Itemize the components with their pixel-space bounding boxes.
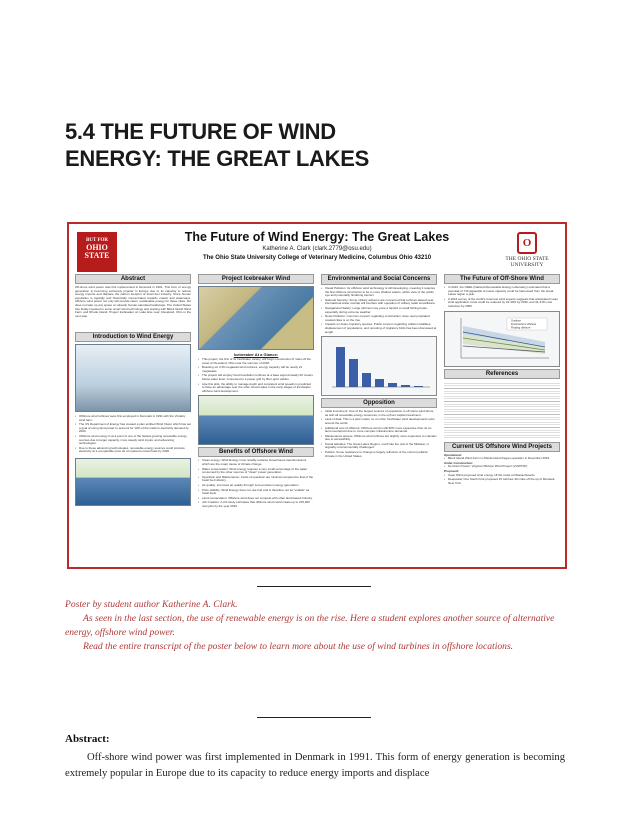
poster-project-title: Project Icebreaker Wind — [198, 274, 314, 284]
poster-author: Katherine A. Clark (clark.2779@osu.edu) — [262, 246, 372, 252]
glance-bullet: • This project, the first of its freshwater variety, will begin construction 8 miles off the coast of Cleveland, Ohio near the summer of 2018. — [198, 358, 314, 365]
current-line: Operational: — [444, 452, 462, 457]
benefit-bullet: • Land conservation: Offshore wind does not compete with other land-based industry. — [198, 497, 314, 501]
logo-main-line2: STATE — [84, 251, 110, 260]
opposition-bullet: • Maintenance access: Offshore wind turbines are slightly more expensive to maintain due to accessibility. — [321, 435, 437, 442]
benefit-bullet: • Clean energy: Wind Energy most notably reduces Greenhouse Gas Emissions which are the major cause of climate change. — [198, 459, 314, 466]
abstract-heading: Abstract: — [65, 733, 110, 745]
poster-caption — [65, 598, 565, 654]
poster-abstract-text: Off-shore wind power was first implemented in Denmark in 1991. This form of energy generation is becoming extremely popular in Europe due to its capacity to reduce energy imports and displace the carbon footprint of fossil fuel industry. Since human population is logically and historically concentrated towards coasts and waterways, offshore wind power not only will provide clean, sustainable energy for these cities, but does not take up any space on already human-saturated landscape. The United States has finally invested in some smart wind technology and starting with Block Island Wind Farm and Rhode Island. Project Icebreaker on Lake Erie near Cleveland, Ohio is the next step. — [75, 286, 191, 318]
current-line: Under Construction: — [444, 460, 474, 465]
legend-fixed: Fixed-bottom offshore — [511, 322, 537, 326]
glance-bullet: • Like this pilot, the ability to manage depth and consistent wind speeds is predicted to have an advantage over the other Great Lakes in the early stages of freshwater offshore wind development. — [198, 383, 314, 394]
chart-bar — [362, 373, 371, 387]
caption-line1: Poster by student author Katherine A. Clark. — [65, 599, 238, 610]
benefit-bullet: • Water conservation: Wind energy requires a very small percentage of the water consumed by the other sources of "clean" power generation. — [198, 468, 314, 475]
chart-bar — [401, 385, 410, 387]
osu-wordmark: THE OHIO STATE UNIVERSITY — [505, 256, 549, 268]
poster-title: The Future of Wind Energy: The Great Lakes — [184, 230, 450, 244]
chart-bar — [375, 379, 384, 387]
poster-column-3 — [321, 274, 437, 561]
intro-bullet: • The US Department of Energy has created a plan entitled Wind Vision which has set a goal of using wind power to account for 10% of the nation's electricity demand by 2020. — [75, 423, 191, 434]
opposition-bullet: • Lack of data: This is a pilot model, so no other freshwater wind developments exist around the world. — [321, 418, 437, 425]
bar-chart-svg — [322, 337, 436, 395]
caption-line2: As seen in the last section, the use of renewable energy is on the rise. Here a student explores another source of alternative energy, offshore wind power. — [65, 613, 555, 638]
env-bullet: • National Security: Some military advisors are concerned that turbines placed near international water overlap will interfere with operation of military radar surveillance. — [321, 299, 437, 306]
poster-image — [67, 222, 567, 569]
opposition-bullet: • Additional cost of offshore: Offshore wind is still 50% more expensive than its on-land counterpart due to more complex infrastructure demands. — [321, 427, 437, 434]
block-o-icon: O — [517, 232, 537, 254]
line-chart-svg — [445, 312, 559, 366]
current-line: • Cape Wind proposed wind energy off the coast of Massachusetts. — [444, 474, 560, 478]
foundation-diagram — [198, 395, 314, 445]
benefit-bullet: • Air quality: Improves air quality through zero-emission energy generation. — [198, 484, 314, 488]
section-heading — [65, 118, 565, 172]
intro-bullet: • Due to these advancing technologies, renewable energy sources could produce electricity at a comparable price as compared to fossil fuels by 2020. — [75, 447, 191, 454]
poster-intro-title: Introduction to Wind Energy — [75, 332, 191, 342]
logo-main-line1: OHIO — [86, 243, 108, 252]
benefit-bullet: • Price stability: Wind Energy does not use fuel and is therefore not as "volatile" as fossil fuels. — [198, 489, 314, 496]
wind-turbine-photo — [75, 344, 191, 412]
poster-future-title: The Future of Off-Shore Wind — [444, 274, 560, 284]
caption-line3: Read the entire transcript of the poster below to learn more about the use of wind turbines in offshore locations. — [83, 641, 514, 652]
opposition-bullet: • Social attitudes: The Great Lakes Region, much like the rest of the Midwest, is arguably environmentally challenged. — [321, 443, 437, 450]
logo-small-text: BUT FOR — [86, 238, 108, 243]
glance-bullet: • The project will employ fixed foundation turbines at a base approximately 60 meters below water level, connected to a power grid by fiber-optic cables. — [198, 374, 314, 381]
poster-institution: The Ohio State University College of Veterinary Medicine, Columbus Ohio 43210 — [202, 255, 432, 261]
future-bullet: • A 2016 survey of the world's foremost wind experts suggests that anticipated mean wind application costs could be reduced by 24-30% by 2030, and 31-41% cost reduction by 2050. — [444, 298, 560, 309]
poster-env-title: Environmental and Social Concerns — [321, 274, 437, 285]
cost-projection-chart — [444, 311, 560, 367]
benefit-bullet: • Job Creation: A US study estimates that offshore wind could create up to 215,000 new jobs by the year 2030. — [198, 501, 314, 508]
top-divider — [257, 586, 371, 587]
env-bullet: • Impacts on Avian migratory species: Public concern regarding collision fatalities, displacement of populations, and rerouting of migratory birds has been discussed at length. — [321, 323, 437, 334]
intro-bullet: • Offshore wind turbines were first employed in Denmark in 1991 with the Vindeby wind farm. — [75, 415, 191, 422]
legend-floating: Floating offshore — [511, 326, 531, 330]
current-line: • Deepwater One South Fork proposed 15 turbines 30 miles off the tip of Montauk, New York. — [444, 478, 560, 485]
avian-fatality-bar-chart — [321, 336, 437, 396]
glance-title: Icebreaker At a Glance: — [233, 352, 279, 357]
section-heading-line1: 5.4 THE FUTURE OF WIND — [65, 119, 336, 144]
poster-references-title: References — [444, 369, 560, 379]
current-line: Proposed: — [444, 468, 459, 473]
poster-benefits-title: Benefits of Offshore Wind — [198, 447, 314, 457]
abstract-text: Off-shore wind power was first implemented in Denmark in 1991. This form of energy generation is becoming extremely popular in Europe due to its capacity to reduce energy imports and displace — [65, 752, 565, 779]
opposition-bullet: • Politics: Some resistance to change is largely reflective of the current political climate in the United States. — [321, 451, 437, 458]
glance-bullet: • Boasting six 3.45 megawatt wind turbines, energy capacity will be nearly 21 megawatts. — [198, 366, 314, 373]
current-line: • Block Island Wind Farm in Rhode Island began operation in December 2016. — [444, 457, 560, 461]
poster-current-title: Current US Offshore Wind Projects — [444, 442, 560, 452]
lake-erie-map — [198, 286, 314, 350]
references-list — [444, 381, 560, 439]
chart-bar — [336, 347, 345, 387]
env-bullet: • Noise Pollution: Common concern regarding construction noise near populated coastal cities is on the rise. — [321, 315, 437, 322]
poster-column-4 — [444, 274, 560, 561]
poster-column-1 — [75, 274, 191, 561]
opposition-bullet: • Initial investment: One of the largest sources of opposition to off shore wind farms, as with all renewable energy resources, is the upfront capital investment. — [321, 410, 437, 417]
chart-bar — [388, 383, 397, 387]
abstract-body — [65, 750, 565, 781]
section-heading-line2: ENERGY: THE GREAT LAKES — [65, 146, 369, 171]
benefit-bullet: • Operation and Maintenance: Costs of operation are minimal compared to that of the fossil fuel industry. — [198, 476, 314, 483]
legend-onshore: Onshore — [511, 319, 521, 323]
env-bullet: • Navigational Safety: Large turbines may pose a hazard to small fishing boats, especially during extreme weather. — [321, 307, 437, 314]
env-bullet: • Visual Pollution: Its offshore wind technology is still developing, meaning it requires the first offshore wind farms to be in more shallow waters, within view of the public eye and potentially hindering tourism. — [321, 287, 437, 298]
bottom-divider — [257, 717, 371, 718]
current-line: • Dominion Power: Virginia Offshore Wind Project (VOWTAP) — [444, 465, 560, 469]
poster-opposition-title: Opposition — [321, 398, 437, 408]
poster-abstract-title: Abstract — [75, 274, 191, 284]
poster-column-2 — [198, 274, 314, 561]
chart-bar — [349, 359, 358, 387]
turbine-types-figure — [75, 458, 191, 506]
intro-bullet: • Offshore wind energy is at a point of one of the fastest growing renewable energy sources due to larger capacity, more steady wind inputs, and advancing technologies. — [75, 435, 191, 446]
future-bullet: • In 2016, the NREL (National Renewable Energy Laboratory) estimated that a potential of 740 gigawatts of power capacity could be harnessed from the Great Lakes region a year. — [444, 286, 560, 297]
